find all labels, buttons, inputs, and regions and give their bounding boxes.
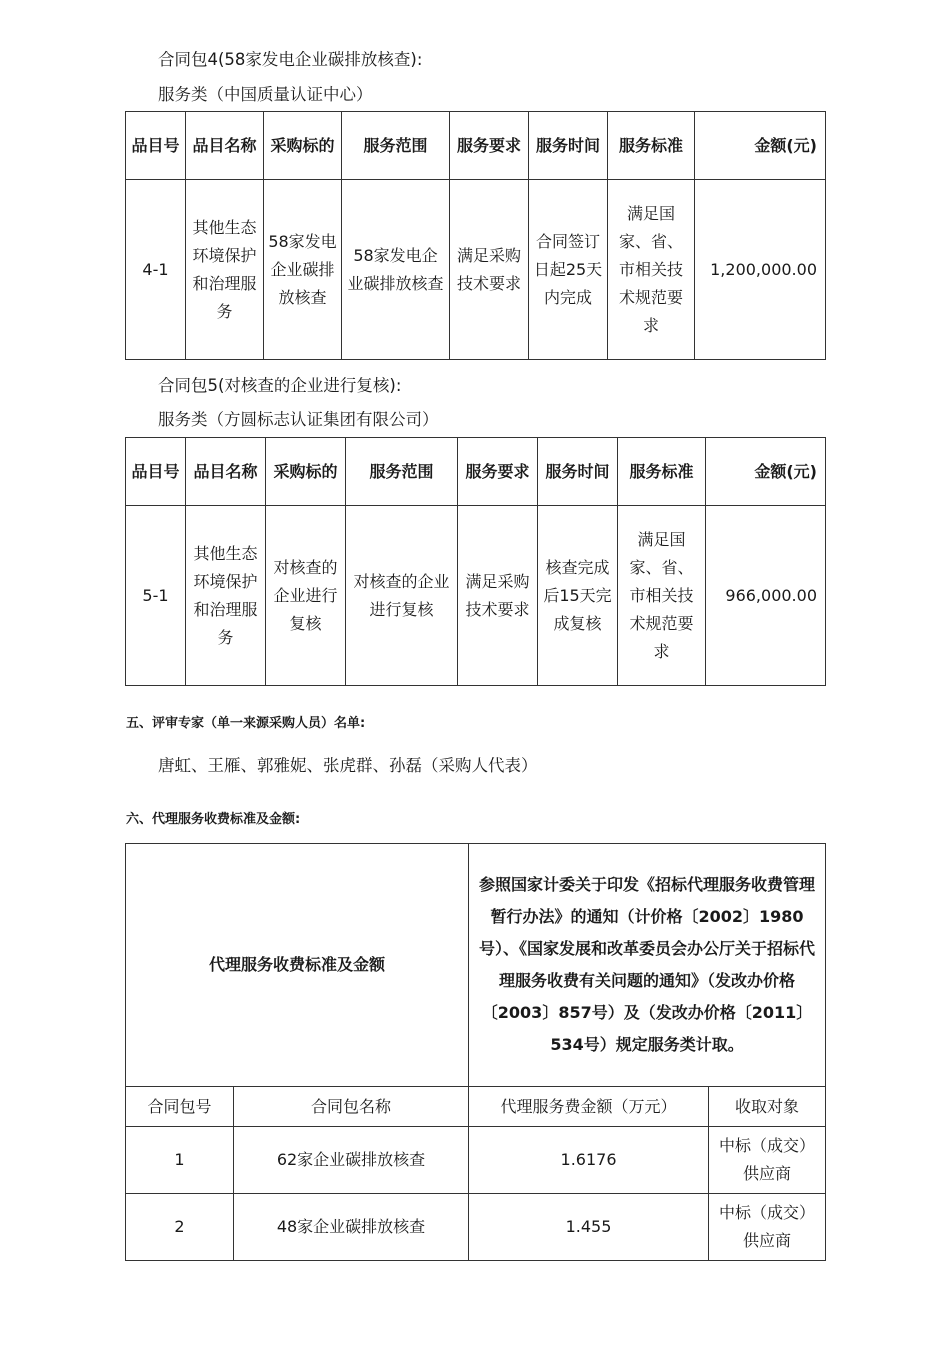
pkg5-title: 合同包5(对核查的企业进行复核): <box>158 376 402 395</box>
table-row <box>126 1127 826 1194</box>
cell-fee: 1.455 <box>469 1194 709 1261</box>
col-header-target: 采购标的 <box>266 438 346 506</box>
col-header-time: 服务时间 <box>538 438 618 506</box>
cell-item-no: 5-1 <box>126 506 186 686</box>
col-header-requirement: 服务要求 <box>450 112 529 180</box>
pkg4-table <box>125 111 826 360</box>
cell-item-name: 其他生态环境保护和治理服务 <box>186 506 266 686</box>
cell-time: 合同签订日起25天内完成 <box>529 180 608 360</box>
table-row <box>126 506 826 686</box>
col-header-package-no: 合同包号 <box>126 1087 234 1127</box>
fee-header-row <box>126 1087 826 1127</box>
cell-item-name: 其他生态环境保护和治理服务 <box>186 180 264 360</box>
col-header-fee: 代理服务费金额（万元） <box>469 1087 709 1127</box>
cell-fee: 1.6176 <box>469 1127 709 1194</box>
cell-standard: 满足国家、省、市相关技术规范要求 <box>618 506 706 686</box>
col-header-standard: 服务标准 <box>608 112 695 180</box>
table-row <box>126 1194 826 1261</box>
col-header-scope: 服务范围 <box>346 438 458 506</box>
cell-package-name: 48家企业碳排放核查 <box>234 1194 469 1261</box>
col-header-time: 服务时间 <box>529 112 608 180</box>
cell-package-name: 62家企业碳排放核查 <box>234 1127 469 1194</box>
pkg4-header-row <box>126 112 826 180</box>
col-header-item-name: 品目名称 <box>186 112 264 180</box>
table-row <box>126 180 826 360</box>
cell-package-no: 1 <box>126 1127 234 1194</box>
section5-heading: 五、评审专家（单一来源采购人员）名单: <box>126 716 366 731</box>
section6-heading: 六、代理服务收费标准及金额: <box>126 812 301 827</box>
cell-requirement: 满足采购技术要求 <box>450 180 529 360</box>
col-header-amount: 金额(元) <box>695 112 826 180</box>
col-header-scope: 服务范围 <box>342 112 450 180</box>
cell-amount: 966,000.00 <box>706 506 826 686</box>
cell-time: 核查完成后15天完成复核 <box>538 506 618 686</box>
fee-standard-label: 代理服务收费标准及金额 <box>126 844 469 1087</box>
cell-scope: 58家发电企业碳排放核查 <box>342 180 450 360</box>
pkg4-title: 合同包4(58家发电企业碳排放核查): <box>158 50 423 69</box>
cell-scope: 对核查的企业进行复核 <box>346 506 458 686</box>
cell-standard: 满足国家、省、市相关技术规范要求 <box>608 180 695 360</box>
cell-requirement: 满足采购技术要求 <box>458 506 538 686</box>
col-header-item-no: 品目号 <box>126 112 186 180</box>
pkg5-table <box>125 437 826 686</box>
col-header-target: 采购标的 <box>264 112 342 180</box>
pkg5-supplier: 服务类（方圆标志认证集团有限公司） <box>158 410 439 429</box>
col-header-payer: 收取对象 <box>709 1087 826 1127</box>
expert-names: 唐虹、王雁、郭雅妮、张虎群、孙磊（采购人代表） <box>158 756 538 775</box>
col-header-package-name: 合同包名称 <box>234 1087 469 1127</box>
fee-basis-row <box>126 844 826 1087</box>
col-header-item-no: 品目号 <box>126 438 186 506</box>
col-header-standard: 服务标准 <box>618 438 706 506</box>
col-header-requirement: 服务要求 <box>458 438 538 506</box>
cell-payer: 中标（成交）供应商 <box>709 1194 826 1261</box>
pkg5-header-row <box>126 438 826 506</box>
col-header-amount: 金额(元) <box>706 438 826 506</box>
cell-item-no: 4-1 <box>126 180 186 360</box>
cell-package-no: 2 <box>126 1194 234 1261</box>
cell-target: 对核查的企业进行复核 <box>266 506 346 686</box>
agency-fee-table <box>125 843 826 1261</box>
cell-amount: 1,200,000.00 <box>695 180 826 360</box>
cell-payer: 中标（成交）供应商 <box>709 1127 826 1194</box>
fee-basis-text: 参照国家计委关于印发《招标代理服务收费管理暂行办法》的通知（计价格〔2002〕1980号）、《国家发展和改革委员会办公厅关于招标代理服务收费有关问题的通知》（发改办价格〔2003〕857号）及（发改办价格〔2011〕534号）规定服务类计取。 <box>469 844 826 1087</box>
cell-target: 58家发电企业碳排放核查 <box>264 180 342 360</box>
col-header-item-name: 品目名称 <box>186 438 266 506</box>
pkg4-supplier: 服务类（中国质量认证中心） <box>158 85 373 104</box>
